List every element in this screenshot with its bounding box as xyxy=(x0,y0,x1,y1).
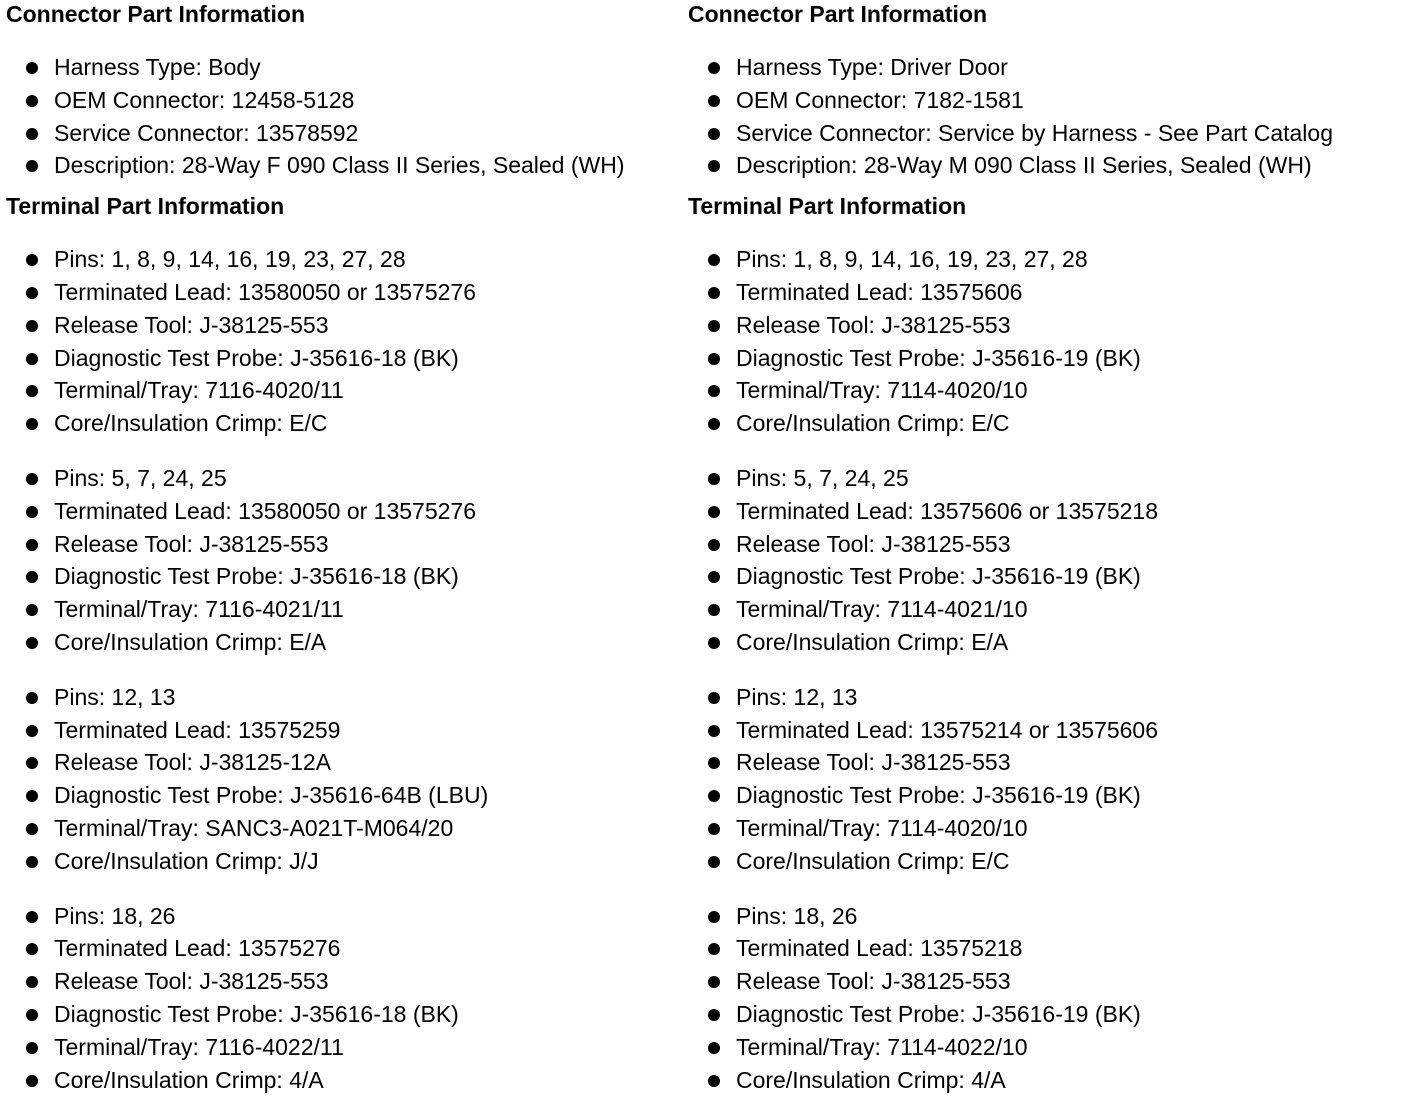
list-item: Pins: 18, 26 xyxy=(6,900,682,933)
terminal-group-3 xyxy=(688,681,1400,878)
list-item: Pins: 1, 8, 9, 14, 16, 19, 23, 27, 28 xyxy=(6,243,682,276)
terminal-group-4 xyxy=(688,900,1400,1097)
list-item: Release Tool: J-38125-553 xyxy=(688,528,1400,561)
list-item: Pins: 5, 7, 24, 25 xyxy=(6,462,682,495)
list-item: Diagnostic Test Probe: J-35616-19 (BK) xyxy=(688,998,1400,1031)
list-item: Core/Insulation Crimp: E/C xyxy=(6,407,682,440)
terminal-heading: Terminal Part Information xyxy=(6,193,285,220)
list-item: Terminated Lead: 13575218 xyxy=(688,932,1400,965)
list-item: Core/Insulation Crimp: E/C xyxy=(688,407,1400,440)
list-item: Diagnostic Test Probe: J-35616-19 (BK) xyxy=(688,560,1400,593)
list-item: Core/Insulation Crimp: E/C xyxy=(688,845,1400,878)
list-item: Release Tool: J-38125-12A xyxy=(6,746,682,779)
list-item: Terminal/Tray: 7114-4021/10 xyxy=(688,593,1400,626)
list-item: Pins: 12, 13 xyxy=(6,681,682,714)
list-item: Terminal/Tray: SANC3-A021T-M064/20 xyxy=(6,812,682,845)
list-item: Terminated Lead: 13575259 xyxy=(6,714,682,747)
list-item: Core/Insulation Crimp: 4/A xyxy=(688,1064,1400,1097)
right-column xyxy=(688,0,1400,1096)
connector-heading: Connector Part Information xyxy=(6,1,306,27)
list-item: Diagnostic Test Probe: J-35616-19 (BK) xyxy=(688,342,1400,375)
list-item: Pins: 1, 8, 9, 14, 16, 19, 23, 27, 28 xyxy=(688,243,1400,276)
list-item: Terminal/Tray: 7114-4022/10 xyxy=(688,1031,1400,1064)
list-item: Service Connector: 13578592 xyxy=(6,117,682,150)
list-item: Pins: 12, 13 xyxy=(688,681,1400,714)
list-item: Terminated Lead: 13580050 or 13575276 xyxy=(6,495,682,528)
left-column xyxy=(6,0,682,1096)
connector-heading: Connector Part Information xyxy=(688,1,988,27)
list-item: Pins: 18, 26 xyxy=(688,900,1400,933)
list-item: Terminal/Tray: 7116-4021/11 xyxy=(6,593,682,626)
list-item: Diagnostic Test Probe: J-35616-18 (BK) xyxy=(6,342,682,375)
list-item: Terminated Lead: 13580050 or 13575276 xyxy=(6,276,682,309)
list-item: Terminated Lead: 13575214 or 13575606 xyxy=(688,714,1400,747)
list-item: Terminated Lead: 13575606 or 13575218 xyxy=(688,495,1400,528)
connector-info-list xyxy=(688,51,1400,182)
list-item: Description: 28-Way F 090 Class II Series, Sealed (WH) xyxy=(6,149,682,182)
list-item: Release Tool: J-38125-553 xyxy=(688,309,1400,342)
list-item: Pins: 5, 7, 24, 25 xyxy=(688,462,1400,495)
list-item: OEM Connector: 7182-1581 xyxy=(688,84,1400,117)
list-item: Service Connector: Service by Harness - See Part Catalog xyxy=(688,117,1400,150)
list-item: Terminated Lead: 13575606 xyxy=(688,276,1400,309)
terminal-group-1 xyxy=(688,243,1400,440)
list-item: Diagnostic Test Probe: J-35616-18 (BK) xyxy=(6,560,682,593)
terminal-group-4 xyxy=(6,900,682,1097)
list-item: Terminal/Tray: 7114-4020/10 xyxy=(688,374,1400,407)
list-item: Core/Insulation Crimp: 4/A xyxy=(6,1064,682,1097)
list-item: Description: 28-Way M 090 Class II Series, Sealed (WH) xyxy=(688,149,1400,182)
list-item: Terminal/Tray: 7114-4020/10 xyxy=(688,812,1400,845)
list-item: Diagnostic Test Probe: J-35616-18 (BK) xyxy=(6,998,682,1031)
terminal-group-2 xyxy=(6,462,682,659)
list-item: Diagnostic Test Probe: J-35616-64B (LBU) xyxy=(6,779,682,812)
list-item: Release Tool: J-38125-553 xyxy=(688,746,1400,779)
list-item: Harness Type: Body xyxy=(6,51,682,84)
list-item: Core/Insulation Crimp: E/A xyxy=(6,626,682,659)
list-item: Terminated Lead: 13575276 xyxy=(6,932,682,965)
terminal-group-3 xyxy=(6,681,682,878)
list-item: Diagnostic Test Probe: J-35616-19 (BK) xyxy=(688,779,1400,812)
list-item: Terminal/Tray: 7116-4022/11 xyxy=(6,1031,682,1064)
list-item: Release Tool: J-38125-553 xyxy=(6,528,682,561)
list-item: Release Tool: J-38125-553 xyxy=(6,309,682,342)
connector-info-list xyxy=(6,51,682,182)
list-item: Release Tool: J-38125-553 xyxy=(6,965,682,998)
list-item: OEM Connector: 12458-5128 xyxy=(6,84,682,117)
list-item: Terminal/Tray: 7116-4020/11 xyxy=(6,374,682,407)
list-item: Release Tool: J-38125-553 xyxy=(688,965,1400,998)
terminal-group-1 xyxy=(6,243,682,440)
list-item: Core/Insulation Crimp: E/A xyxy=(688,626,1400,659)
terminal-group-2 xyxy=(688,462,1400,659)
terminal-heading: Terminal Part Information xyxy=(688,193,967,220)
list-item: Core/Insulation Crimp: J/J xyxy=(6,845,682,878)
list-item: Harness Type: Driver Door xyxy=(688,51,1400,84)
